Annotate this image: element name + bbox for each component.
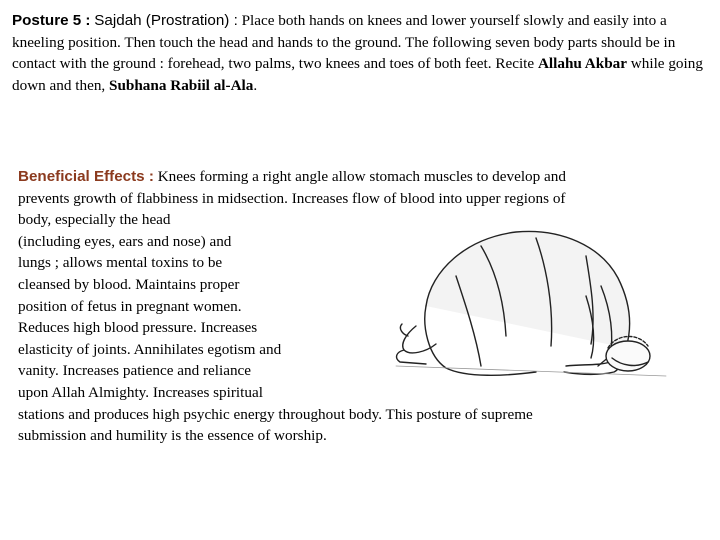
recite-allahu-akbar: Allahu Akbar bbox=[537, 55, 627, 72]
intro-text-1: Place both hands on knees and lower yourself slowly and easily into a kneeling position. Then touch the head and hands to the ground. The following seven body parts should be in contact with the ground : forehead, two palms, two knees and toes of both feet. Recite bbox=[12, 12, 676, 72]
benefits-line: body, especially the head bbox=[18, 211, 171, 229]
benefits-line: (including eyes, ears and nose) and bbox=[18, 232, 232, 250]
benefits-line: elasticity of joints. Annihilates egotism and bbox=[18, 340, 282, 358]
benefits-line: lungs ; allows mental toxins to be bbox=[18, 254, 223, 272]
intro-text-3: . bbox=[253, 76, 258, 94]
benefits-line: vanity. Increases patience and reliance bbox=[18, 362, 252, 380]
benefits-line: stations and produces high psychic energy throughout body. This posture of supreme bbox=[18, 405, 533, 423]
posture-label: Posture 5 : bbox=[12, 12, 91, 29]
recite-subhana: Subhana Rabiil al-Ala bbox=[109, 76, 254, 94]
intro-paragraph bbox=[12, 10, 712, 96]
benefits-line: position of fetus in pregnant women. bbox=[18, 297, 242, 315]
benefits-line: upon Allah Almighty. Increases spiritual bbox=[18, 383, 263, 401]
benefits-line: prevents growth of flabbiness in midsection. Increases flow of blood into upper regions of bbox=[18, 189, 566, 207]
posture-title: Sajdah (Prostration) : bbox=[94, 12, 238, 29]
benefits-line: cleansed by blood. Maintains proper bbox=[18, 275, 240, 293]
benefits-paragraph bbox=[18, 166, 708, 447]
intro-text-2: while going down and then, bbox=[12, 55, 703, 94]
benefits-heading: Beneficial Effects : bbox=[18, 168, 154, 185]
benefits-line: Reduces high blood pressure. Increases bbox=[18, 319, 258, 337]
benefits-line: Knees forming a right angle allow stomach muscles to develop and bbox=[157, 168, 566, 185]
benefits-line: submission and humility is the essence of worship. bbox=[18, 427, 327, 445]
